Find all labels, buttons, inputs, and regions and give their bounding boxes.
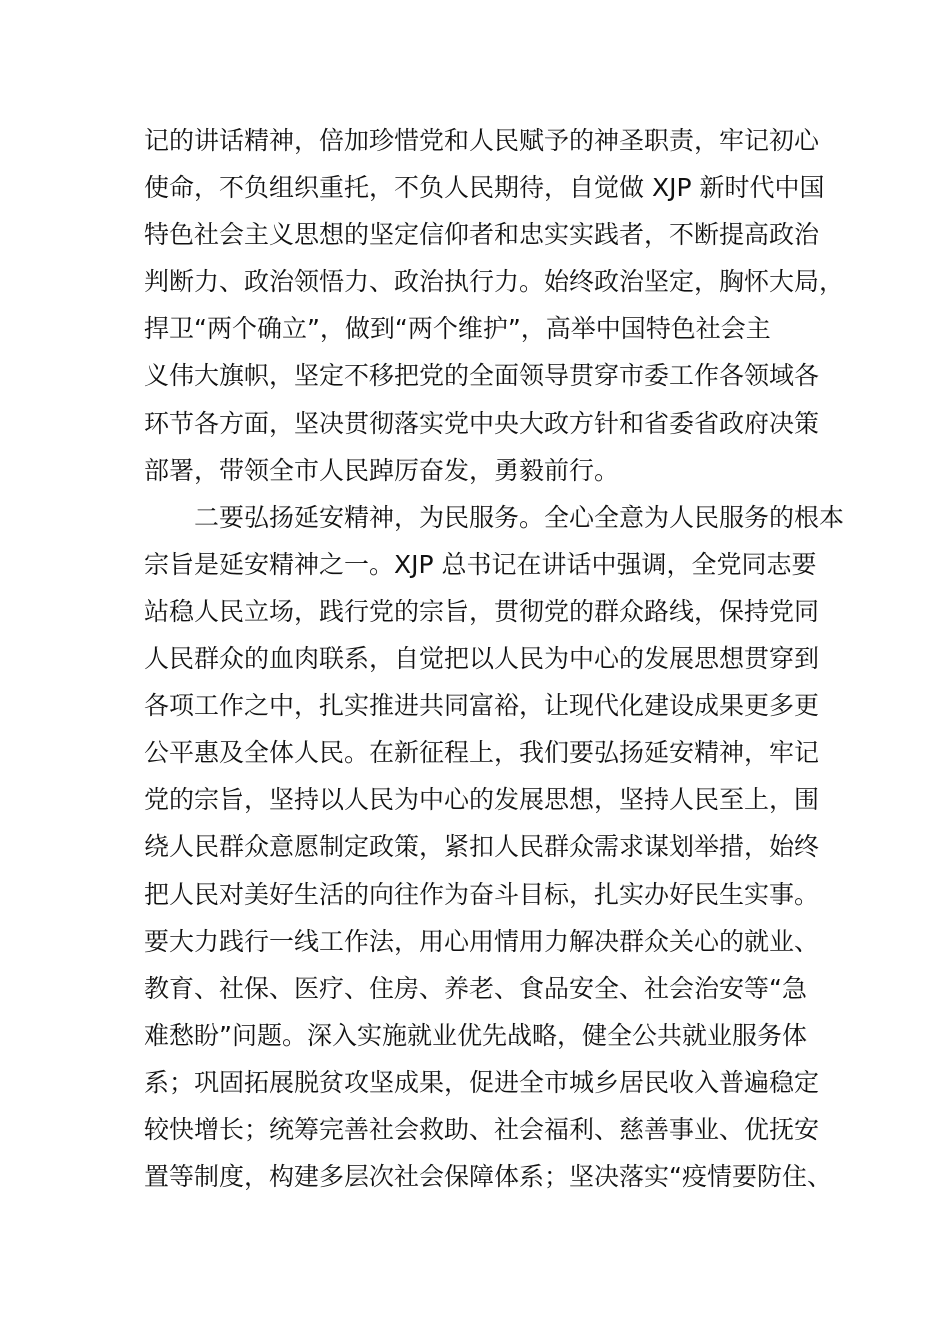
- text-line: 教育、社保、医疗、住房、养老、食品安全、社会治安等“急: [144, 973, 807, 1003]
- text-line: 置等制度，构建多层次社会保障体系；坚决落实“疫情要防住、: [144, 1162, 832, 1192]
- text-line: 人民群众的血肉联系，自觉把以人民为中心的发展思想贯穿到: [144, 644, 820, 674]
- text-line: 各项工作之中，扎实推进共同富裕，让现代化建设成果更多更: [144, 691, 820, 721]
- text-line: 部署，带领全市人民踔厉奋发，勇毅前行。: [144, 455, 620, 485]
- text-line: 系；巩固拓展脱贫攻坚成果，促进全市城乡居民收入普遍稳定: [144, 1067, 820, 1097]
- body-text: [144, 117, 845, 1200]
- text-line: 宗旨是延安精神之一。XJP 总书记在讲话中强调，全党同志要: [144, 549, 817, 579]
- text-line: 公平惠及全体人民。在新征程上，我们要弘扬延安精神，牢记: [144, 738, 820, 768]
- text-line: 义伟大旗帜，坚定不移把党的全面领导贯穿市委工作各领域各: [144, 361, 820, 391]
- text-line: 记的讲话精神，倍加珍惜党和人民赋予的神圣职责，牢记初心: [144, 126, 820, 155]
- text-line: 判断力、政治领悟力、政治执行力。始终政治坚定，胸怀大局，: [144, 267, 845, 297]
- paragraph-start-line: 二要弘扬延安精神，为民服务。全心全意为人民服务的根本: [144, 502, 845, 532]
- text-line: 捍卫“两个确立”，做到“两个维护”，高举中国特色社会主: [144, 314, 771, 344]
- text-line: 环节各方面，坚决贯彻落实党中央大政方针和省委省政府决策: [144, 408, 820, 438]
- text-line: 站稳人民立场，践行党的宗旨，贯彻党的群众路线，保持党同: [144, 596, 820, 626]
- text-line: 难愁盼”问题。深入实施就业优先战略，健全公共就业服务体: [144, 1020, 807, 1050]
- text-line: 特色社会主义思想的坚定信仰者和忠实实践者，不断提高政治: [144, 220, 820, 250]
- text-line: 较快增长；统筹完善社会救助、社会福利、慈善事业、优抚安: [144, 1114, 820, 1144]
- text-line: 绕人民群众意愿制定政策，紧扣人民群众需求谋划举措，始终: [144, 832, 820, 862]
- text-line: 使命，不负组织重托，不负人民期待，自觉做 XJP 新时代中国: [144, 173, 825, 203]
- text-line: 要大力践行一线工作法，用心用情用力解决群众关心的就业、: [144, 926, 820, 956]
- text-line: 党的宗旨，坚持以人民为中心的发展思想，坚持人民至上，围: [144, 785, 820, 815]
- text-line: 把人民对美好生活的向往作为奋斗目标，扎实办好民生实事。: [144, 879, 820, 909]
